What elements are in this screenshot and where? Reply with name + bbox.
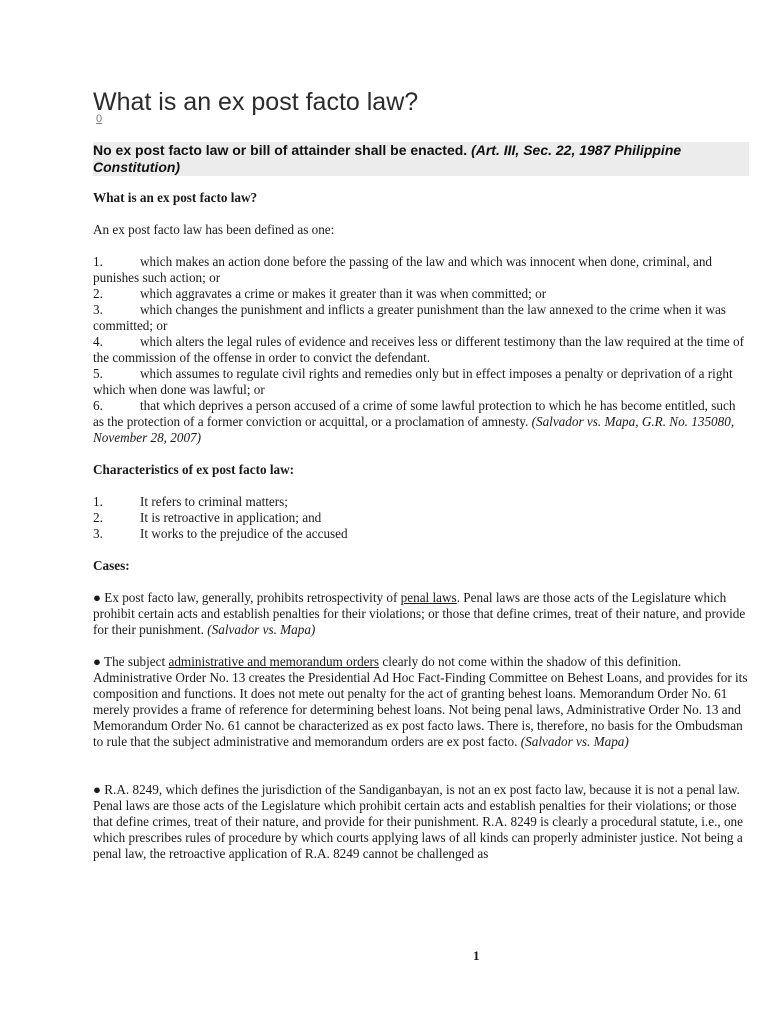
document-body <box>93 190 749 862</box>
list-item: 1. which makes an action done before the passing of the law and which was innocent when done, criminal, and punishes such action; or <box>93 254 713 285</box>
list-item: 2. which aggravates a crime or makes it greater than it was when committed; or <box>93 286 547 301</box>
section-heading-characteristics: Characteristics of ex post facto law: <box>93 462 295 477</box>
page-title: What is an ex post facto law? <box>93 88 419 116</box>
list-item: 3. which changes the punishment and inflicts a greater punishment than the law annexed to the crime when it was committed; or <box>93 302 726 333</box>
section-heading-cases: Cases: <box>93 558 130 573</box>
list-item: 3. It works to the prejudice of the accused <box>93 526 348 541</box>
list-item: 1. It refers to criminal matters; <box>93 494 288 509</box>
definition-list <box>93 254 749 446</box>
case-paragraph-1: ● Ex post facto law, generally, prohibits retrospectivity of penal laws. Penal laws are those acts of the Legislature which prohibit certain acts and establish penalties for their violations; or those that define crimes, treat of their nature, and provide for their punishment. (Salvador vs. Mapa) <box>93 590 746 637</box>
characteristics-list <box>93 494 749 542</box>
list-item: 6. that which deprives a person accused of a crime of some lawful protection to which he has become entitled, such as the protection of a former conviction or acquittal, or a proclamation of amnesty. (Salvador vs. Mapa, G.R. No. 135080, November 28, 2007) <box>93 398 736 445</box>
penal-laws-link[interactable]: penal laws <box>400 590 457 605</box>
list-item: 4. which alters the legal rules of evidence and receives less or different testimony than the law required at the time of the commission of the offense in order to convict the defendant. <box>93 334 744 365</box>
page-number: 1 <box>473 948 480 963</box>
case-citation: (Salvador vs. Mapa, G.R. No. 135080, November 28, 2007) <box>93 414 735 445</box>
case-citation: (Salvador vs. Mapa) <box>207 622 316 637</box>
case-paragraph-2: ● The subject administrative and memorandum orders clearly do not come within the shadow of this definition. Administrative Order No. 13 creates the Presidential Ad Hoc Fact-Finding Committee on Behest Loans, and provides for its composition and functions. It does not mete out penalty for the act of granting behest loans. Memorandum Order No. 61 merely provides a frame of reference for determining behest loans. Not being penal laws, Administrative Order No. 13 and Memorandum Order No. 61 cannot be characterized as ex post facto laws. There is, therefore, no basis for the Ombudsman to rule that the subject administrative and memorandum orders are ex post facto. (Salvador vs. Mapa) <box>93 654 748 749</box>
section-heading-definition: What is an ex post facto law? <box>93 190 258 205</box>
definition-intro: An ex post facto law has been defined as one: <box>93 222 335 237</box>
orders-link[interactable]: administrative and memorandum orders <box>168 654 380 669</box>
quote-citation: (Art. III, Sec. 22, 1987 Philippine Constitution) <box>93 142 682 175</box>
constitution-quote <box>93 142 749 176</box>
comment-count-link[interactable]: 0 <box>96 113 103 125</box>
case-citation: (Salvador vs. Mapa) <box>520 734 629 749</box>
case-paragraph-3: ● R.A. 8249, which defines the jurisdiction of the Sandiganbayan, is not an ex post facto law, because it is not a penal law. Penal laws are those acts of the Legislature which prohibit certain acts and establish penalties for their violations; or those that define crimes, treat of their nature, and provide for their punishment. R.A. 8249 is clearly a procedural statute, i.e., one which prescribes rules of procedure by which courts applying laws of all kinds can properly administer justice. Not being a penal law, the retroactive application of R.A. 8249 cannot be challenged as <box>93 782 743 861</box>
list-item: 2. It is retroactive in application; and <box>93 510 322 525</box>
quote-text: No ex post facto law or bill of attainder shall be enacted. <box>93 142 472 158</box>
list-item: 5. which assumes to regulate civil rights and remedies only but in effect imposes a penalty or deprivation of a right which when done was lawful; or <box>93 366 733 397</box>
